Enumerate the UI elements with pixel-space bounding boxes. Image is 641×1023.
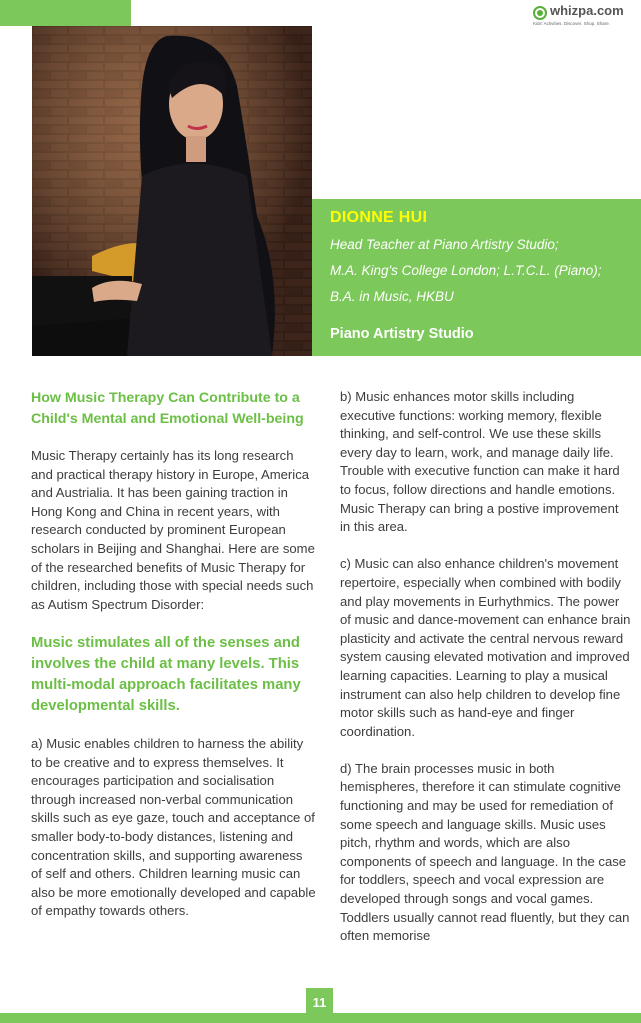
- logo-tagline: Kids' Activities. Discover. Shop. Share.: [533, 21, 610, 26]
- portrait-illustration: [32, 26, 312, 356]
- author-name: DIONNE HUI: [330, 209, 428, 226]
- point-d-paragraph: d) The brain processes music in both hemispheres, therefore it can stimulate cognitive functioning and may be used for remediation of some speech and language skills. Music uses pitch, rhythm and words, which are also components of speech and language. In the case for toddlers, speech and vocal expression are developed through songs and vocal games. Toddlers usually cannot read fluently, but they can often memorise: [340, 760, 630, 944]
- section-subheading: Music stimulates all of the senses and involves the child at many levels. This multi-modal approach facilitates many developmental skills.: [31, 634, 301, 714]
- bio-panel: [312, 199, 641, 356]
- studio-name: Piano Artistry Studio: [330, 326, 474, 342]
- whizpa-logo-icon: [533, 6, 547, 20]
- credential-line: M.A. King's College London; L.T.C.L. (Piano);: [330, 263, 602, 278]
- article-heading: How Music Therapy Can Contribute to a Child's Mental and Emotional Well-being: [31, 390, 304, 427]
- author-credentials: [330, 232, 635, 310]
- point-a-paragraph: a) Music enables children to harness the ability to be creative and to express themselves. It encourages participation and socialisation through increased non-verbal communication skills such as eye gaze, touch and acceptance of smaller body-to-body distances, listening and concentration skills, and supporting awareness of self and others. Children learning music can also be more emotionally developed and capable of empathy towards others.: [31, 735, 316, 919]
- point-b-paragraph: b) Music enhances motor skills including executive functions: working memory, flexible thinking, and self-control. We use these skills every day to learn, work, and manage daily life. Trouble with executive function can make it hard to focus, follow directions and handle emotions. Music Therapy can bring a postive improvement in this area.: [340, 389, 620, 535]
- corner-accent-block: [0, 0, 131, 26]
- article-right-column: [340, 388, 632, 964]
- portrait-photo: [32, 26, 312, 356]
- page-number: 11: [306, 988, 333, 1018]
- credential-line: B.A. in Music, HKBU: [330, 289, 454, 304]
- whizpa-logo[interactable]: [533, 4, 633, 30]
- credential-line: Head Teacher at Piano Artistry Studio;: [330, 237, 559, 252]
- logo-wordmark: whizpa.com: [550, 3, 624, 18]
- intro-paragraph: Music Therapy certainly has its long research and practical therapy history in Europe, America and Austrialia. It has been gaining traction in Hong Kong and China in recent years, with research conducted by prominent European scholars in Beijing and Shanghai. Here are some of the researched benefits of Music Therapy for children, including those with special needs such as Autism Spectrum Disorder:: [31, 448, 315, 612]
- point-c-paragraph: c) Music can also enhance children's movement repertoire, especially when combined with bodily and play movements in Eurhythmics. The power of music and dance-movement can enhance brain plasticity and activate the central nervous reward system causing elevated motivation and improved learning capacities. Learning to play a musical instrument can also help children to develop fine motor skills such as hand-eye and finger coordination.: [340, 556, 631, 739]
- article-left-column: [31, 388, 316, 939]
